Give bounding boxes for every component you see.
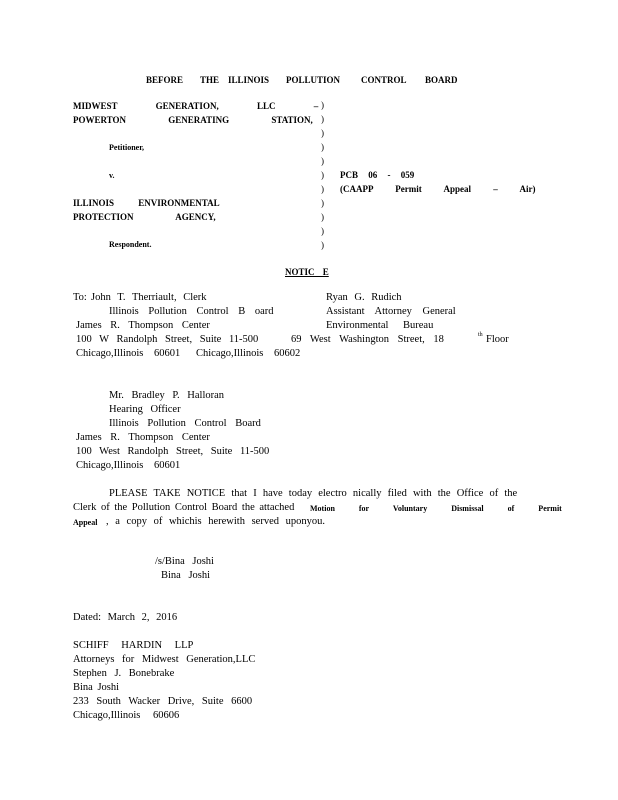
caption-paren: )	[321, 226, 324, 236]
paragraph-line: PLEASE TAKE NOTICE that I have today electro nically filed with the Office of the	[109, 488, 518, 499]
recipient-line: Floor	[486, 334, 509, 345]
recipient-line: 100 W Randolph Street, Suite 11-500	[76, 334, 259, 345]
caption-paren: )	[321, 212, 324, 222]
caption-paren: )	[321, 240, 324, 250]
paragraph-line: , a copy of whichis herewith served uponyou.	[106, 516, 325, 527]
hearing-officer-line: Hearing Officer	[109, 404, 181, 415]
firm-line: Attorneys for Midwest Generation,LLC	[73, 654, 256, 665]
hearing-officer-line: James R. Thompson Center	[76, 432, 210, 443]
respondent-name-line1: ILLINOIS ENVIRONMENTAL	[73, 198, 220, 208]
caption-paren: )	[321, 198, 324, 208]
to-label: To:	[73, 292, 87, 303]
caption-paren: )	[321, 142, 324, 152]
respondent-label: Respondent.	[109, 240, 152, 249]
case-number: PCB 06 - 059	[340, 170, 415, 180]
recipient-line: Chicago,Illinois 60602	[196, 348, 301, 359]
caption-paren: )	[321, 128, 324, 138]
versus-label: v.	[109, 171, 115, 180]
firm-line: Stephen J. Bonebrake	[73, 668, 175, 679]
petitioner-label: Petitioner,	[109, 143, 145, 152]
hearing-officer-line: Illinois Pollution Control Board	[109, 418, 261, 429]
caption-paren: )	[321, 100, 324, 110]
caption-paren: )	[321, 184, 324, 194]
firm-line: SCHIFF HARDIN LLP	[73, 640, 194, 651]
notice-title: NOTIC E	[285, 267, 329, 277]
signer-name: Bina Joshi	[161, 570, 211, 581]
recipient-line: 69 West Washington Street, 18	[291, 334, 444, 345]
motion-title-cont: Appeal	[73, 518, 98, 527]
recipient-line: Environmental Bureau	[326, 320, 434, 331]
petitioner-name-line2: POWERTON GENERATING STATION,	[73, 115, 313, 125]
respondent-name-line2: PROTECTION AGENCY,	[73, 212, 216, 222]
recipient-line: James R. Thompson Center	[76, 320, 210, 331]
recipient-line: John T. Therriault, Clerk	[91, 292, 207, 303]
hearing-officer-line: Chicago,Illinois 60601	[76, 460, 181, 471]
header-word: THE	[200, 75, 220, 85]
firm-line: Chicago,Illinois 60606	[73, 710, 180, 721]
header-word: BEFORE	[146, 75, 184, 85]
recipient-line: Chicago,Illinois 60601	[76, 348, 181, 359]
header-word: ILLINOIS	[228, 75, 270, 85]
caption-paren: )	[321, 114, 324, 124]
header-word: BOARD	[425, 75, 458, 85]
petitioner-name-line1: MIDWEST GENERATION, LLC –	[73, 101, 319, 111]
hearing-officer-line: Mr. Bradley P. Halloran	[109, 390, 225, 401]
electronic-signature: /s/Bina Joshi	[155, 556, 214, 567]
header-word: CONTROL	[361, 75, 407, 85]
recipient-line: Illinois Pollution Control B oard	[109, 306, 274, 317]
caption-paren: )	[321, 156, 324, 166]
caption-paren: )	[321, 170, 324, 180]
case-type: (CAAPP Permit Appeal – Air)	[340, 184, 536, 194]
superscript-th: th	[478, 332, 483, 338]
hearing-officer-line: 100 West Randolph Street, Suite 11-500	[76, 446, 270, 457]
firm-line: Bina Joshi	[73, 682, 120, 693]
firm-line: 233 South Wacker Drive, Suite 6600	[73, 696, 253, 707]
paragraph-line: Clerk of the Pollution Control Board the attached	[73, 502, 295, 513]
motion-title: Motion for Voluntary Dismissal of Permit	[310, 504, 562, 513]
recipient-line: Ryan G. Rudich	[326, 292, 402, 303]
header-word: POLLUTION	[286, 75, 341, 85]
recipient-line: Assistant Attorney General	[326, 306, 456, 317]
date-line: Dated: March 2, 2016	[73, 612, 178, 623]
